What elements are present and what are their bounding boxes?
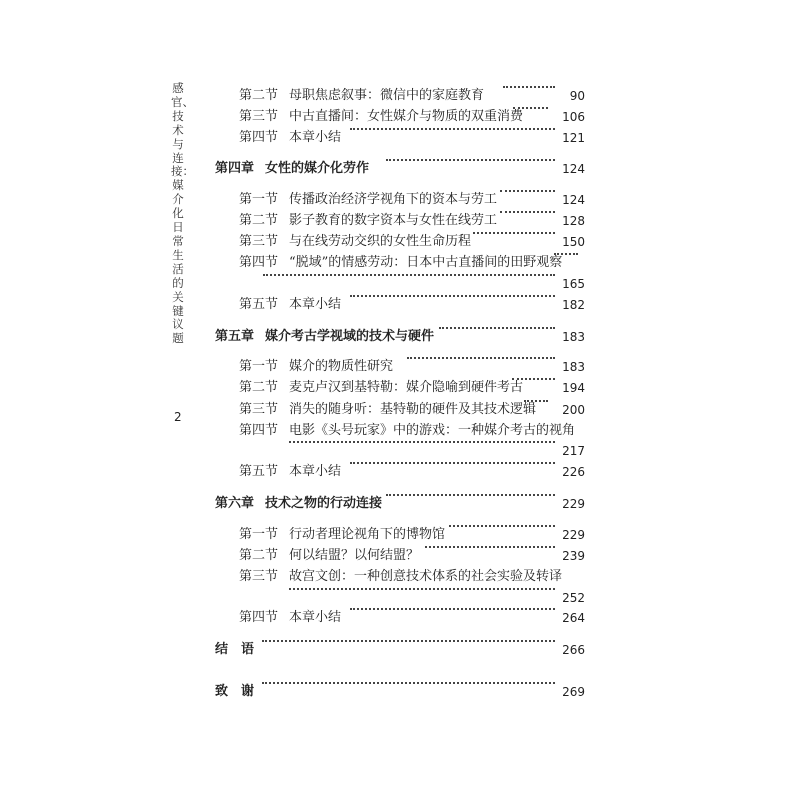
page-number: 2: [174, 410, 182, 424]
section-title: “脱域”的情感劳动：日本中古直播间的田野观察: [289, 255, 563, 270]
toc-entry-s6-3[interactable]: [0, 567, 800, 587]
toc-entry-s5-4[interactable]: [0, 421, 800, 441]
page-ref: 165: [562, 277, 585, 291]
chapter-label: 第四章: [215, 161, 255, 176]
page-ref: 128: [562, 214, 585, 228]
leader-dots: [350, 128, 555, 130]
page-ref: 150: [562, 235, 585, 249]
page-ref: 194: [562, 381, 585, 395]
toc-entry-s4-3[interactable]: [0, 232, 800, 252]
chapter-title: 女性的媒介化劳作: [265, 161, 370, 176]
page-ref: 90: [569, 89, 585, 103]
page-ref: 229: [562, 497, 585, 511]
toc-entry-s4-1[interactable]: [0, 190, 800, 210]
toc-entry-s6-1[interactable]: [0, 525, 800, 545]
toc-chapter-4[interactable]: [0, 159, 800, 179]
leader-dots: [262, 640, 555, 642]
page-ref: 183: [562, 360, 585, 374]
section-title: 影子教育的数字资本与女性在线劳工: [289, 213, 498, 228]
chapter-label: 第五章: [215, 329, 255, 344]
running-book-title: 感官、技术与连接：媒介化日常生活的关键议题: [171, 81, 194, 346]
leader-dots: [500, 190, 555, 192]
leader-dots: [262, 682, 555, 684]
page-ref: 269: [562, 685, 585, 699]
section-label: 第三节: [239, 109, 279, 124]
page-ref: 121: [562, 131, 585, 145]
toc-entry-s5-4-continued: [0, 441, 800, 461]
page-ref: 266: [562, 643, 585, 657]
toc-chapter-5[interactable]: [0, 327, 800, 347]
leader-dots: [407, 357, 555, 359]
section-title: 消失的随身听：基特勒的硬件及其技术逻辑: [289, 402, 537, 417]
toc-acknowledgements[interactable]: [0, 682, 800, 702]
section-label: 第一节: [239, 192, 279, 207]
leader-dots: [386, 494, 555, 496]
section-label: 第四节: [239, 610, 279, 625]
toc-entry-s5-5[interactable]: [0, 462, 800, 482]
page-ref: 264: [562, 611, 585, 625]
toc-entry-s5-2[interactable]: [0, 378, 800, 398]
page-ref: 229: [562, 528, 585, 542]
leader-dots: [473, 232, 555, 234]
leader-dots: [554, 253, 578, 255]
section-label: 第三节: [239, 402, 279, 417]
section-label: 第二节: [239, 88, 279, 103]
section-label: 第四节: [239, 423, 279, 438]
leader-dots: [449, 525, 555, 527]
toc-entry-s4-2[interactable]: [0, 211, 800, 231]
toc-entry-s2-3[interactable]: [0, 107, 800, 127]
chapter-label: 第六章: [215, 496, 255, 511]
section-title: 本章小结: [289, 297, 342, 312]
section-title: 麦克卢汉到基特勒：媒介隐喻到硬件考古: [289, 380, 524, 395]
page-ref: 182: [562, 298, 585, 312]
section-title: 本章小结: [289, 130, 342, 145]
section-title: 何以结盟？以何结盟？: [289, 548, 420, 563]
toc-conclusion[interactable]: [0, 640, 800, 660]
toc-entry-s2-2[interactable]: [0, 86, 800, 106]
section-title: 中古直播间：女性媒介与物质的双重消费: [289, 109, 524, 124]
toc-entry-s6-2[interactable]: [0, 546, 800, 566]
chapter-title: 技术之物的行动连接: [265, 496, 383, 511]
section-label: 第一节: [239, 359, 279, 374]
section-label: 第四节: [239, 130, 279, 145]
leader-dots: [524, 400, 548, 402]
toc-entry-s2-4[interactable]: [0, 128, 800, 148]
section-title: 本章小结: [289, 610, 342, 625]
page-ref: 200: [562, 403, 585, 417]
section-title: 母职焦虑叙事：微信中的家庭教育: [289, 88, 485, 103]
section-title: 行动者理论视角下的博物馆: [289, 527, 446, 542]
leader-dots: [289, 588, 555, 590]
section-label: 第四节: [239, 255, 279, 270]
section-title: 电影《头号玩家》中的游戏：一种媒介考古的视角: [289, 423, 576, 438]
section-label: 第三节: [239, 234, 279, 249]
page-ref: 252: [562, 591, 585, 605]
chapter-title: 媒介考古学视域的技术与硬件: [265, 329, 435, 344]
page-ref: 226: [562, 465, 585, 479]
leader-dots: [350, 295, 555, 297]
leader-dots: [512, 378, 555, 380]
leader-dots: [425, 546, 555, 548]
leader-dots: [350, 608, 555, 610]
toc-entry-s6-3-continued: [0, 588, 800, 608]
section-label: 第二节: [239, 380, 279, 395]
leader-dots: [439, 327, 555, 329]
section-title: 与在线劳动交织的女性生命历程: [289, 234, 472, 249]
page-ref: 124: [562, 193, 585, 207]
toc-entry-s5-3[interactable]: [0, 400, 800, 420]
toc-chapter-6[interactable]: [0, 494, 800, 514]
section-title: 故宫文创：一种创意技术体系的社会实验及转译: [289, 569, 563, 584]
toc-entry-s4-5[interactable]: [0, 295, 800, 315]
section-title: 传播政治经济学视角下的资本与劳工: [289, 192, 498, 207]
toc-entry-s5-1[interactable]: [0, 357, 800, 377]
section-label: 第一节: [239, 527, 279, 542]
leader-dots: [513, 107, 548, 109]
chapter-label: 结 语: [215, 642, 255, 657]
leader-dots: [386, 159, 555, 161]
page-ref: 106: [562, 110, 585, 124]
section-label: 第五节: [239, 464, 279, 479]
section-label: 第三节: [239, 569, 279, 584]
section-label: 第五节: [239, 297, 279, 312]
section-label: 第二节: [239, 213, 279, 228]
leader-dots: [289, 441, 555, 443]
section-title: 本章小结: [289, 464, 342, 479]
section-label: 第二节: [239, 548, 279, 563]
page-ref: 183: [562, 330, 585, 344]
page-ref: 124: [562, 162, 585, 176]
leader-dots: [500, 211, 555, 213]
chapter-label: 致 谢: [215, 684, 255, 699]
leader-dots: [503, 86, 555, 88]
page-ref: 217: [562, 444, 585, 458]
page-ref: 239: [562, 549, 585, 563]
section-title: 媒介的物质性研究: [289, 359, 394, 374]
leader-dots: [350, 462, 555, 464]
toc-entry-s4-4-continued: [0, 274, 800, 294]
leader-dots: [263, 274, 555, 276]
toc-entry-s6-4[interactable]: [0, 608, 800, 628]
toc-entry-s4-4[interactable]: [0, 253, 800, 273]
